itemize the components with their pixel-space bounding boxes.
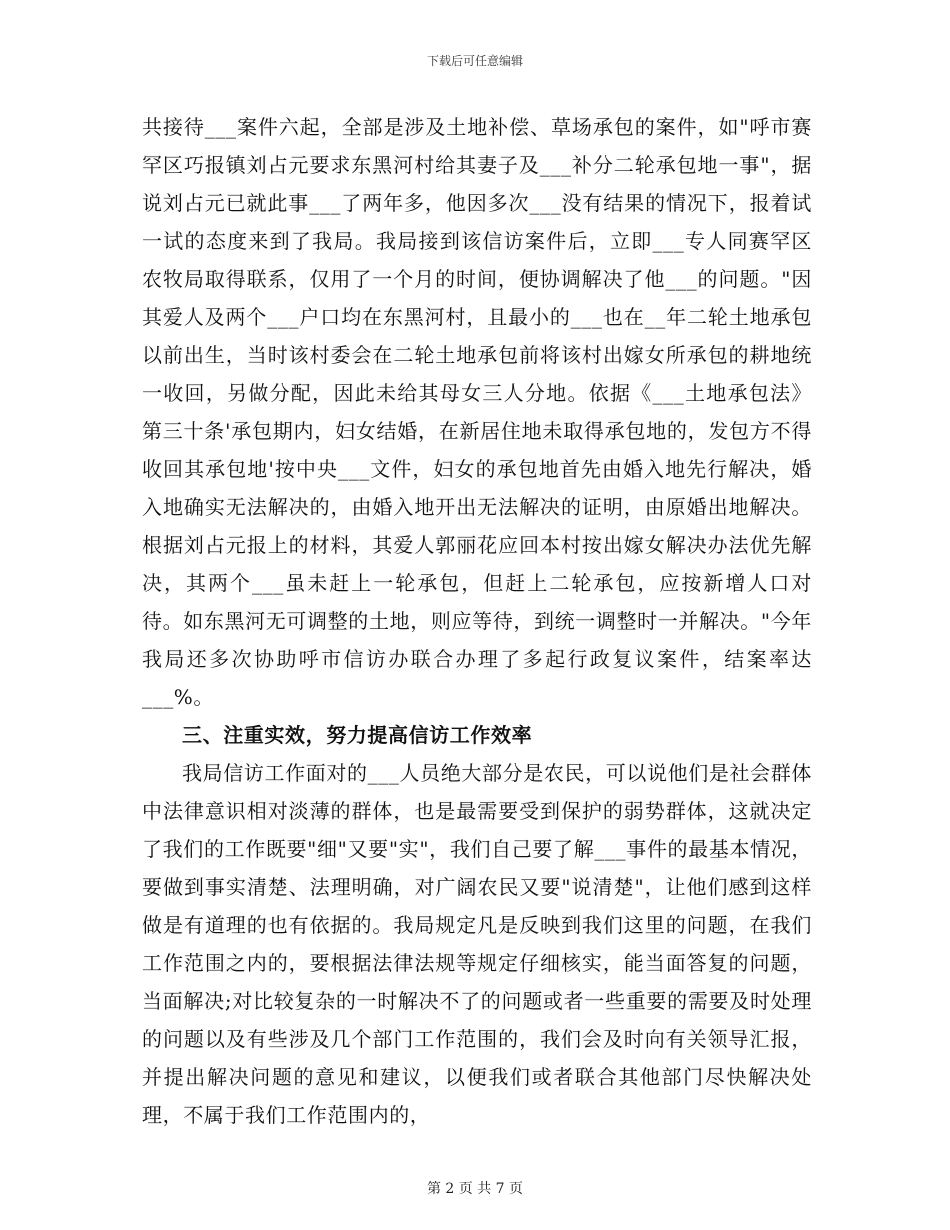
document-body: [142, 108, 812, 1134]
section-heading: 三、注重实效，努力提高信访工作效率: [182, 723, 533, 747]
body-paragraph-1: 共接待___案件六起，全部是涉及土地补偿、草场承包的案件，如"呼市赛罕区巧报镇刘占元要求东黑河村给其妻子及___补分二轮承包地一事"，据说刘占元已就此事___了两年多，他因多次___没有结果的情况下，报着试一试的态度来到了我局。我局接到该信访案件后，立即___专人同赛罕区农牧局取得联系，仅用了一个月的时间，便协调解决了他___的问题。"因其爱人及两个___户口均在东黑河村，且最小的___也在__年二轮土地承包以前出生，当时该村委会在二轮土地承包前将该村出嫁女所承包的耕地统一收回，另做分配，因此未给其母女三人分地。依据《___土地承包法》第三十条'承包期内，妇女结婚，在新居住地未取得承包地的，发包方不得收回其承包地'按中央___文件，妇女的承包地首先由婚入地先行解决，婚入地确实无法解决的，由婚入地开出无法解决的证明，由原婚出地解决。根据刘占元报上的材料，其爱人郭丽花应回本村按出嫁女解决办法优先解决，其两个___虽未赶上一轮承包，但赶上二轮承包，应按新增人口对待。如东黑河无可调整的土地，则应等待，到统一调整时一并解决。"今年我局还多次协助呼市信访办联合办理了多起行政复议案件，结案率达___%。: [142, 115, 812, 709]
page-footer: 第 2 页 共 7 页: [426, 1181, 524, 1197]
body-paragraph-2: 我局信访工作面对的___人员绝大部分是农民，可以说他们是社会群体中法律意识相对淡薄的群体，也是最需要受到保护的弱势群体，这就决定了我们的工作既要"细"又要"实"，我们自己要了解___事件的最基本情况，要做到事实清楚、法理明确，对广阔农民又要"说清楚"，让他们感到这样做是有道理的也有依据的。我局规定凡是反映到我们这里的问题，在我们工作范围之内的，要根据法律法规等规定仔细核实，能当面答复的问题，当面解决;对比较复杂的一时解决不了的问题或者一些重要的需要及时处理的问题以及有些涉及几个部门工作范围的，我们会及时向有关领导汇报，并提出解决问题的意见和建议，以便我们或者联合其他部门尽快解决处理，不属于我们工作范围内的，: [142, 761, 812, 1127]
page-header: 下载后可任意编辑: [426, 54, 523, 68]
